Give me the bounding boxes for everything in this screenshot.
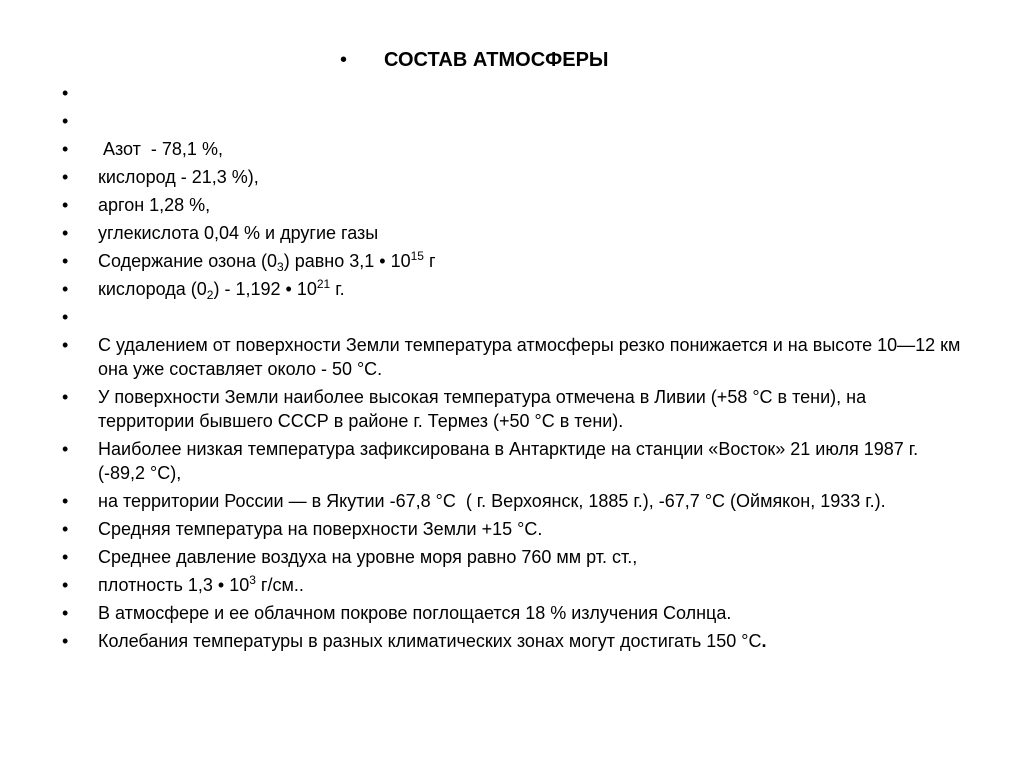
oxygen-mass-post: г.	[330, 279, 345, 299]
empty-bullet-2	[62, 109, 962, 133]
bullet-dot: •	[62, 439, 69, 459]
list-item-argon	[62, 193, 962, 217]
bullet-dot: •	[62, 251, 69, 271]
list-item-oxygen	[62, 165, 962, 189]
list-item-absorption	[62, 601, 962, 625]
bullet-dot: •	[62, 519, 69, 539]
ozone-text-mid: ) равно 3,1 • 10	[283, 251, 411, 271]
density-pre: плотность 1,3 • 10	[98, 575, 250, 595]
ozone-subscript: 3	[277, 260, 284, 274]
oxygen-text: кислород - 21,3 %),	[98, 167, 259, 187]
density-text	[98, 573, 962, 597]
oxygen-mass-superscript: 21	[316, 277, 331, 291]
bullet-dot: •	[62, 387, 69, 407]
bullet-list	[62, 81, 962, 657]
list-item-carbon-dioxide	[62, 221, 962, 245]
temperature-max-text: У поверхности Земли наиболее высокая температура отмечена в Ливии (+58 °С в тени), на территории бывшего СССР в районе г. Термез (+50 °С в тени).	[98, 387, 867, 431]
oxygen-mass-subscript: 2	[206, 288, 214, 302]
list-item-temperature-average	[62, 517, 962, 541]
temperature-russia-text: на территории России — в Якутии -67,8 °С ( г. Верхоянск, 1885 г.), -67,7 °С (Оймякон, 1933 г.).	[98, 491, 886, 511]
carbon-dioxide-text: углекислота 0,04 % и другие газы	[98, 223, 379, 243]
list-item-density	[62, 573, 962, 597]
bullet-dot: •	[62, 279, 69, 299]
temperature-average-text: Средняя температура на поверхности Земли +15 °С.	[98, 519, 543, 539]
absorption-text: В атмосфере и ее облачном покрове поглощается 18 % излучения Солнца.	[98, 603, 732, 623]
list-item-temperature-min	[62, 437, 962, 485]
bullet-dot: •	[62, 223, 69, 243]
fluctuation-text	[98, 629, 962, 653]
bullet-dot: •	[62, 335, 69, 355]
list-item-temperature-russia	[62, 489, 962, 513]
bullet-dot: •	[62, 167, 69, 187]
bullet-dot: •	[62, 575, 69, 595]
fluctuation-post: .	[761, 631, 767, 651]
bullet-dot: •	[62, 491, 69, 511]
bullet-dot: •	[62, 111, 69, 131]
title-row	[0, 45, 1024, 75]
density-superscript: 3	[249, 573, 256, 587]
fluctuation-pre: Колебания температуры в разных климатических зонах могут достигать 150 °С	[98, 631, 762, 651]
list-item-pressure	[62, 545, 962, 569]
list-item-nitrogen	[62, 137, 962, 161]
list-item-temperature-max	[62, 385, 962, 433]
oxygen-mass-pre: кислорода (0	[98, 279, 207, 299]
ozone-superscript: 15	[410, 249, 424, 263]
page-title: СОСТАВ АТМОСФЕРЫ	[384, 49, 609, 71]
bullet-dot: •	[62, 307, 69, 327]
bullet-dot: •	[62, 83, 69, 103]
ozone-text-pre: Содержание озона (0	[98, 251, 278, 271]
pressure-text: Среднее давление воздуха на уровне моря равно 760 мм рт. ст.,	[98, 547, 638, 567]
argon-text: аргон 1,28 %,	[98, 195, 211, 215]
oxygen-mass-mid: ) - 1,192 • 10	[213, 279, 317, 299]
density-post: г/см..	[255, 575, 304, 595]
ozone-text-post: г	[423, 251, 436, 271]
bullet-dot: •	[62, 139, 69, 159]
bullet-dot: •	[62, 603, 69, 623]
title-bullet: •	[340, 49, 348, 71]
temperature-decrease-text: С удалением от поверхности Земли температура атмосферы резко понижается и на высоте 10—12 км она уже составляет около - 50 °С.	[98, 335, 961, 379]
empty-bullet-1	[62, 81, 962, 105]
bullet-dot: •	[62, 195, 69, 215]
list-item-fluctuation	[62, 629, 962, 653]
list-item-temperature-decrease	[62, 333, 962, 381]
ozone-text	[98, 249, 962, 273]
bullet-dot: •	[62, 631, 69, 651]
list-item-oxygen-mass	[62, 277, 962, 301]
oxygen-mass-text	[98, 277, 962, 301]
empty-bullet-3	[62, 305, 962, 329]
list-item-ozone	[62, 249, 962, 273]
nitrogen-text: Азот - 78,1 %,	[98, 139, 223, 159]
bullet-dot: •	[62, 547, 69, 567]
temperature-min-text: Наиболее низкая температура зафиксирована в Антарктиде на станции «Восток» 21 июля 1987 г. (-89,2 °С),	[98, 439, 919, 483]
